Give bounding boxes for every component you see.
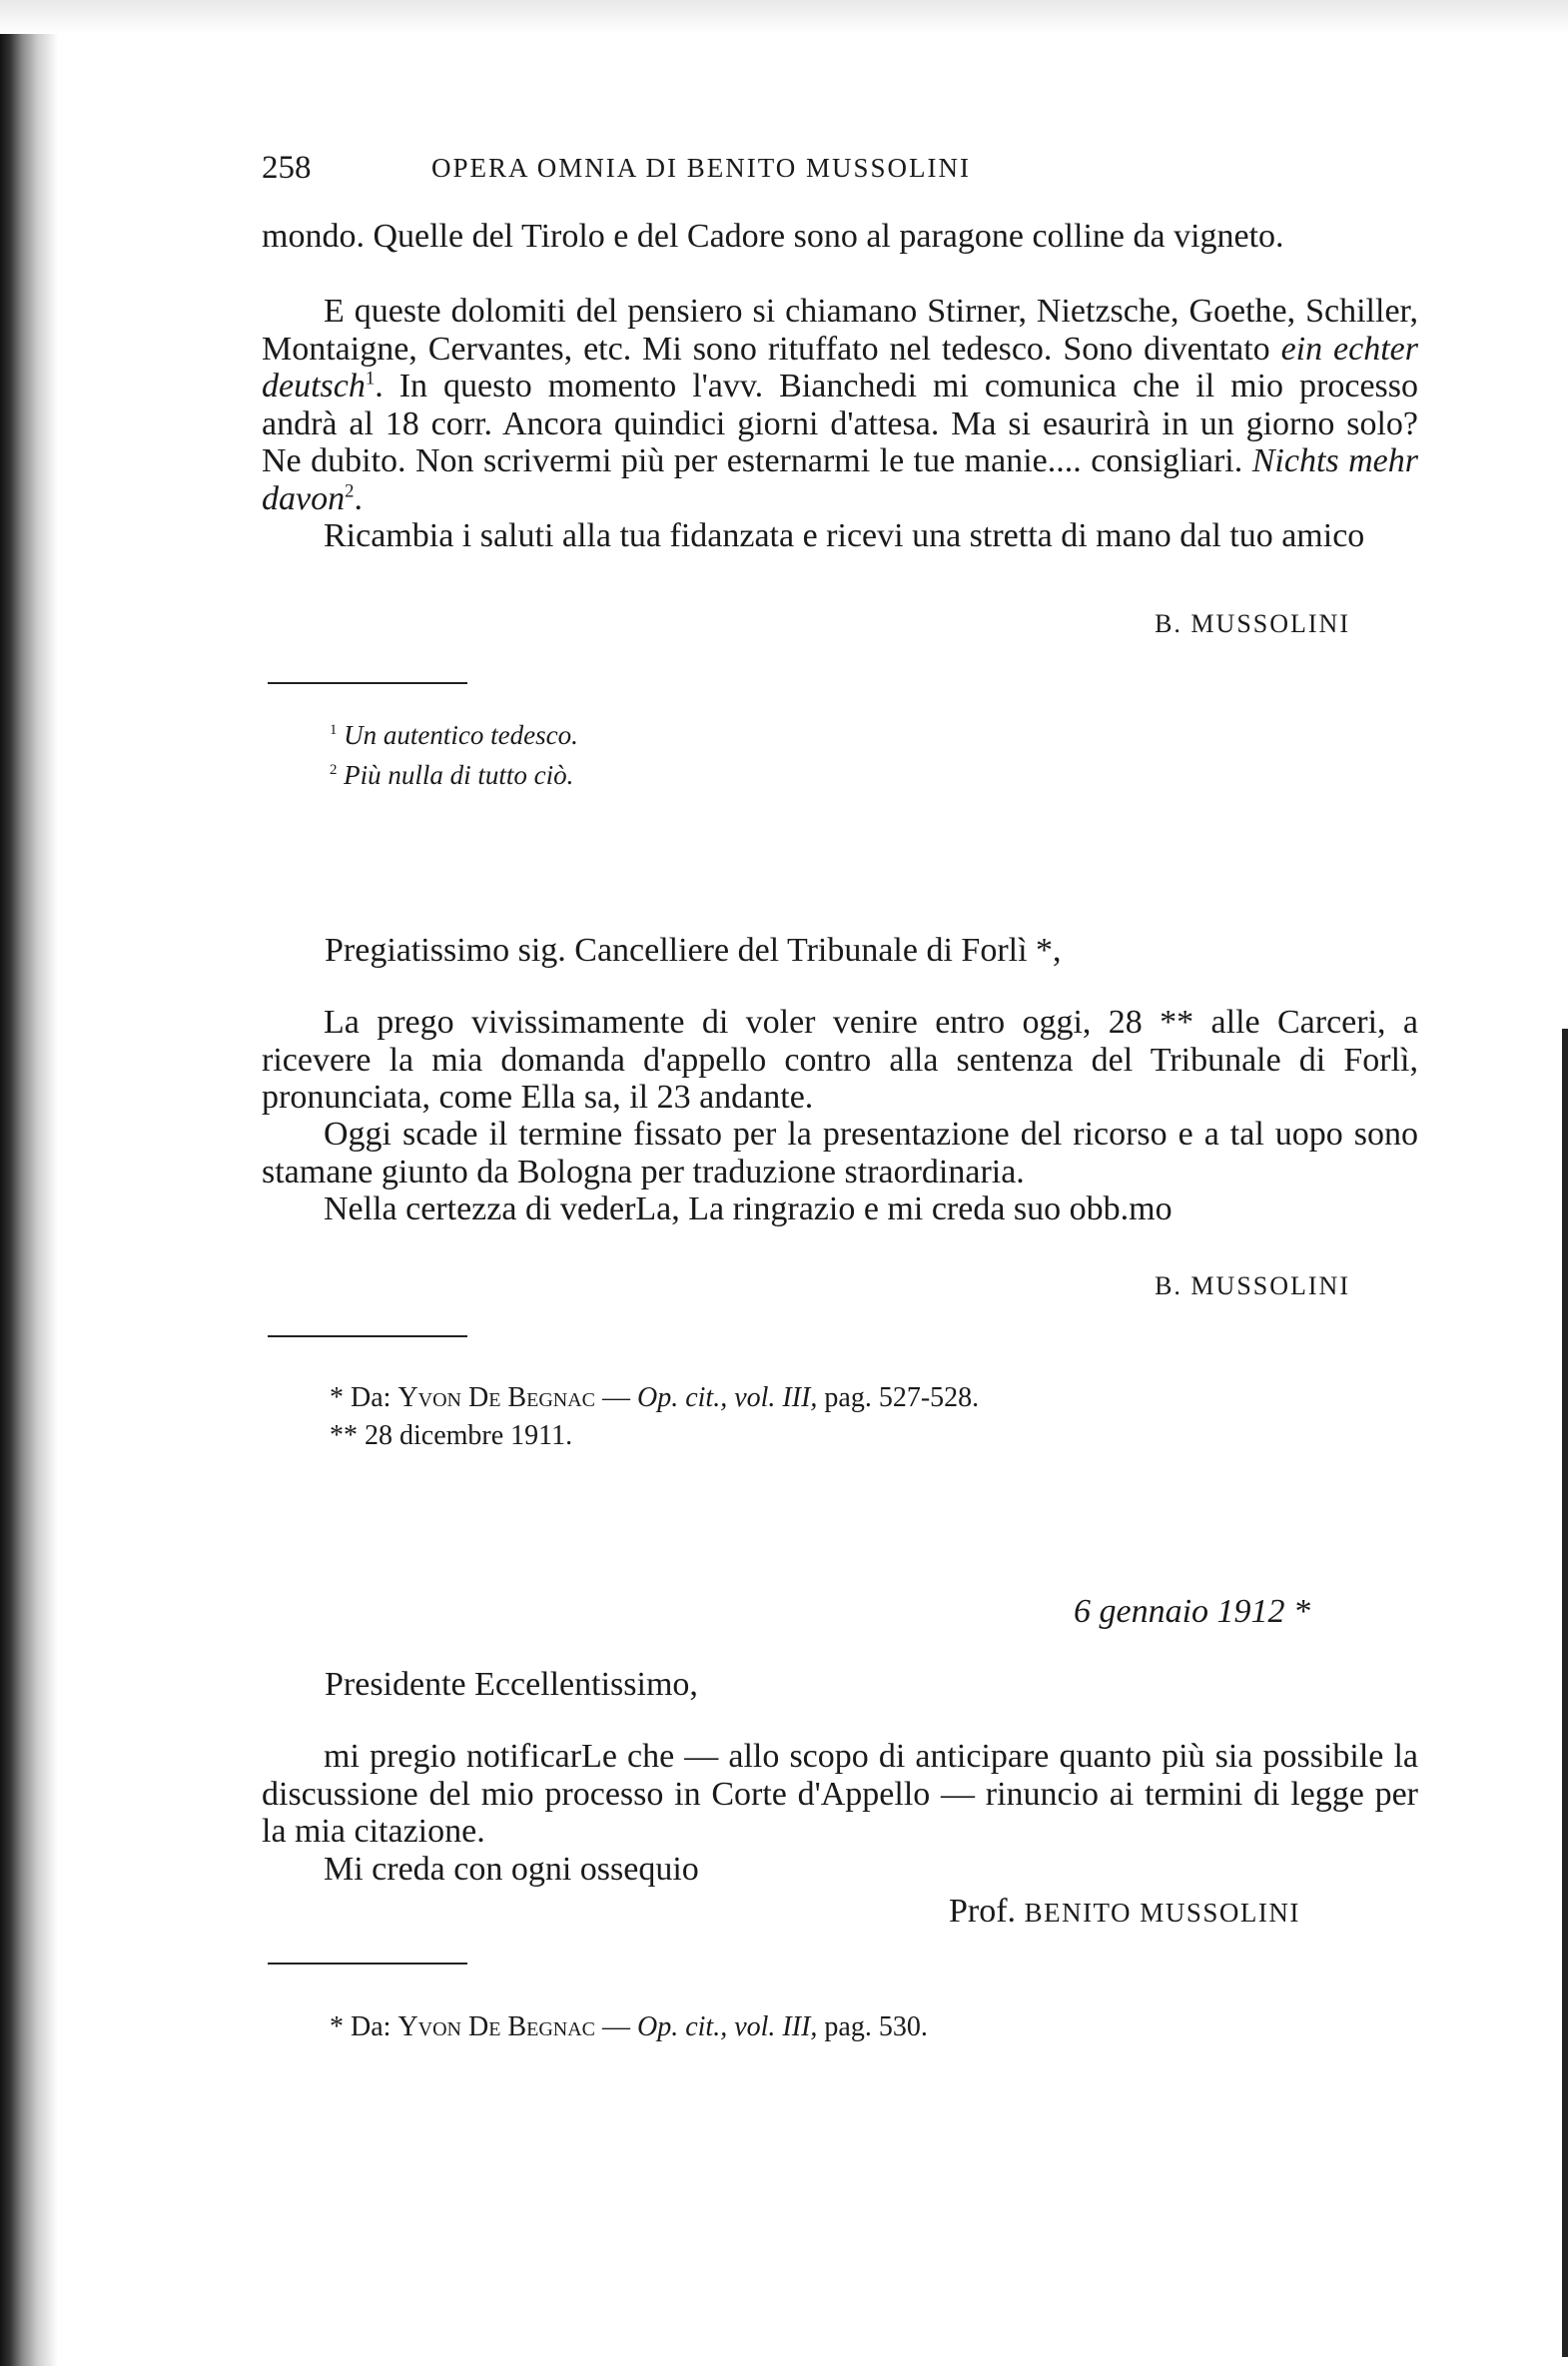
source-pages-3: pag. 530. bbox=[817, 2011, 928, 2042]
letter3-date: 6 gennaio 1912 * bbox=[1074, 1593, 1311, 1630]
running-head bbox=[262, 150, 1432, 200]
letter1-signature-row bbox=[262, 609, 1350, 649]
letter1-signature: B. MUSSOLINI bbox=[1155, 609, 1350, 638]
footnote-2-number: 2 bbox=[330, 762, 338, 778]
footnote-rule-1 bbox=[268, 682, 467, 684]
source-note-prefix: * Da: bbox=[330, 1382, 398, 1413]
source-note-prefix-3: * Da: bbox=[330, 2011, 398, 2042]
source-author-3: Yvon De Begnac bbox=[397, 2011, 595, 2042]
book-title: OPERA OMNIA DI BENITO MUSSOLINI bbox=[431, 153, 972, 183]
letter1-opening: mondo. Quelle del Tirolo e del Cadore sono al paragone colline da vigneto. bbox=[262, 218, 1284, 255]
source-dash: — bbox=[595, 1382, 637, 1413]
letter3-paragraph-2: Mi creda con ogni ossequio bbox=[324, 1851, 699, 1888]
footnote-1-text: Un autentico tedesco. bbox=[344, 720, 578, 750]
footnote-2 bbox=[330, 757, 573, 793]
letter3-source-note bbox=[330, 2009, 928, 2045]
scan-left-shadow bbox=[0, 0, 58, 2366]
letter2-source-note bbox=[330, 1380, 979, 1416]
signature-title: Prof. bbox=[949, 1893, 1025, 1930]
source-citation-3: Op. cit., vol. III, bbox=[637, 2011, 818, 2042]
letter1-german-phrase: ein echter deutsch bbox=[262, 330, 1418, 404]
footnote-1 bbox=[330, 717, 578, 753]
footnote-ref-2: 2 bbox=[345, 480, 355, 502]
letter2-signature-row bbox=[262, 1271, 1350, 1311]
letter2-salutation: Pregiatissimo sig. Cancelliere del Tribunale di Forlì *, bbox=[325, 932, 1062, 969]
source-author: Yvon De Begnac bbox=[397, 1382, 595, 1413]
footnote-1-number: 1 bbox=[330, 722, 338, 738]
letter1-german-phrase-2: Nichts mehr davon bbox=[262, 442, 1418, 517]
letter3-signature bbox=[949, 1893, 1300, 1931]
source-dash-3: — bbox=[595, 2011, 637, 2042]
scan-top-shadow bbox=[0, 0, 1568, 34]
letter1-text-a: E queste dolomiti del pensiero si chiamano Stirner, Nietzsche, Goethe, Schiller, Montaigne, Cervantes, etc. Mi sono rituffato nel tedesco. Sono diventato bbox=[262, 293, 1418, 368]
letter3-paragraph-1: mi pregio notificarLe che — allo scopo di anticipare quanto più sia possibile la discussione del mio processo in Corte d'Appello — rinuncio ai termini di legge per la mia citazione. bbox=[262, 1738, 1418, 1850]
scan-right-shadow bbox=[1562, 1029, 1568, 2357]
letter1-paragraph bbox=[262, 293, 1418, 517]
source-pages: pag. 527-528. bbox=[817, 1382, 980, 1413]
footnote-2-text: Più nulla di tutto ciò. bbox=[344, 760, 574, 790]
letter2-date-note: ** 28 dicembre 1911. bbox=[330, 1420, 573, 1451]
letter2-paragraph-2: Oggi scade il termine fissato per la presentazione del ricorso e a tal uopo sono stamane giunto da Bologna per traduzione straordinaria. bbox=[262, 1116, 1418, 1190]
letter3-salutation: Presidente Eccellentissimo, bbox=[325, 1666, 698, 1703]
signature-name: BENITO MUSSOLINI bbox=[1024, 1898, 1300, 1928]
footnote-rule-2 bbox=[268, 1335, 467, 1337]
letter2-paragraph-1: La prego vivissimamente di voler venire entro oggi, 28 ** alle Carceri, a ricevere la mia domanda d'appello contro alla sentenza del Tribunale di Forlì, pronunciata, come Ella sa, il 23 andante. bbox=[262, 1004, 1418, 1116]
letter1-closing: Ricambia i saluti alla tua fidanzata e ricevi una stretta di mano dal tuo amico bbox=[324, 517, 1365, 554]
letter1-text-end: . bbox=[354, 479, 363, 517]
source-citation: Op. cit., vol. III, bbox=[637, 1382, 818, 1413]
letter2-paragraph-3: Nella certezza di vederLa, La ringrazio e mi creda suo obb.mo bbox=[324, 1190, 1173, 1227]
footnote-ref-1: 1 bbox=[365, 368, 376, 390]
letter2-signature: B. MUSSOLINI bbox=[1155, 1271, 1350, 1300]
letter1-text-b: . In questo momento l'avv. Bianchedi mi comunica che il mio processo andrà al 18 corr. Ancora quindici giorni d'attesa. Ma si esaurirà in un giorno solo? Ne dubito. Non scrivermi più per esternarmi le tue manie.... consigliari. bbox=[262, 368, 1418, 479]
footnote-rule-3 bbox=[268, 1963, 467, 1965]
page-number: 258 bbox=[262, 150, 312, 186]
